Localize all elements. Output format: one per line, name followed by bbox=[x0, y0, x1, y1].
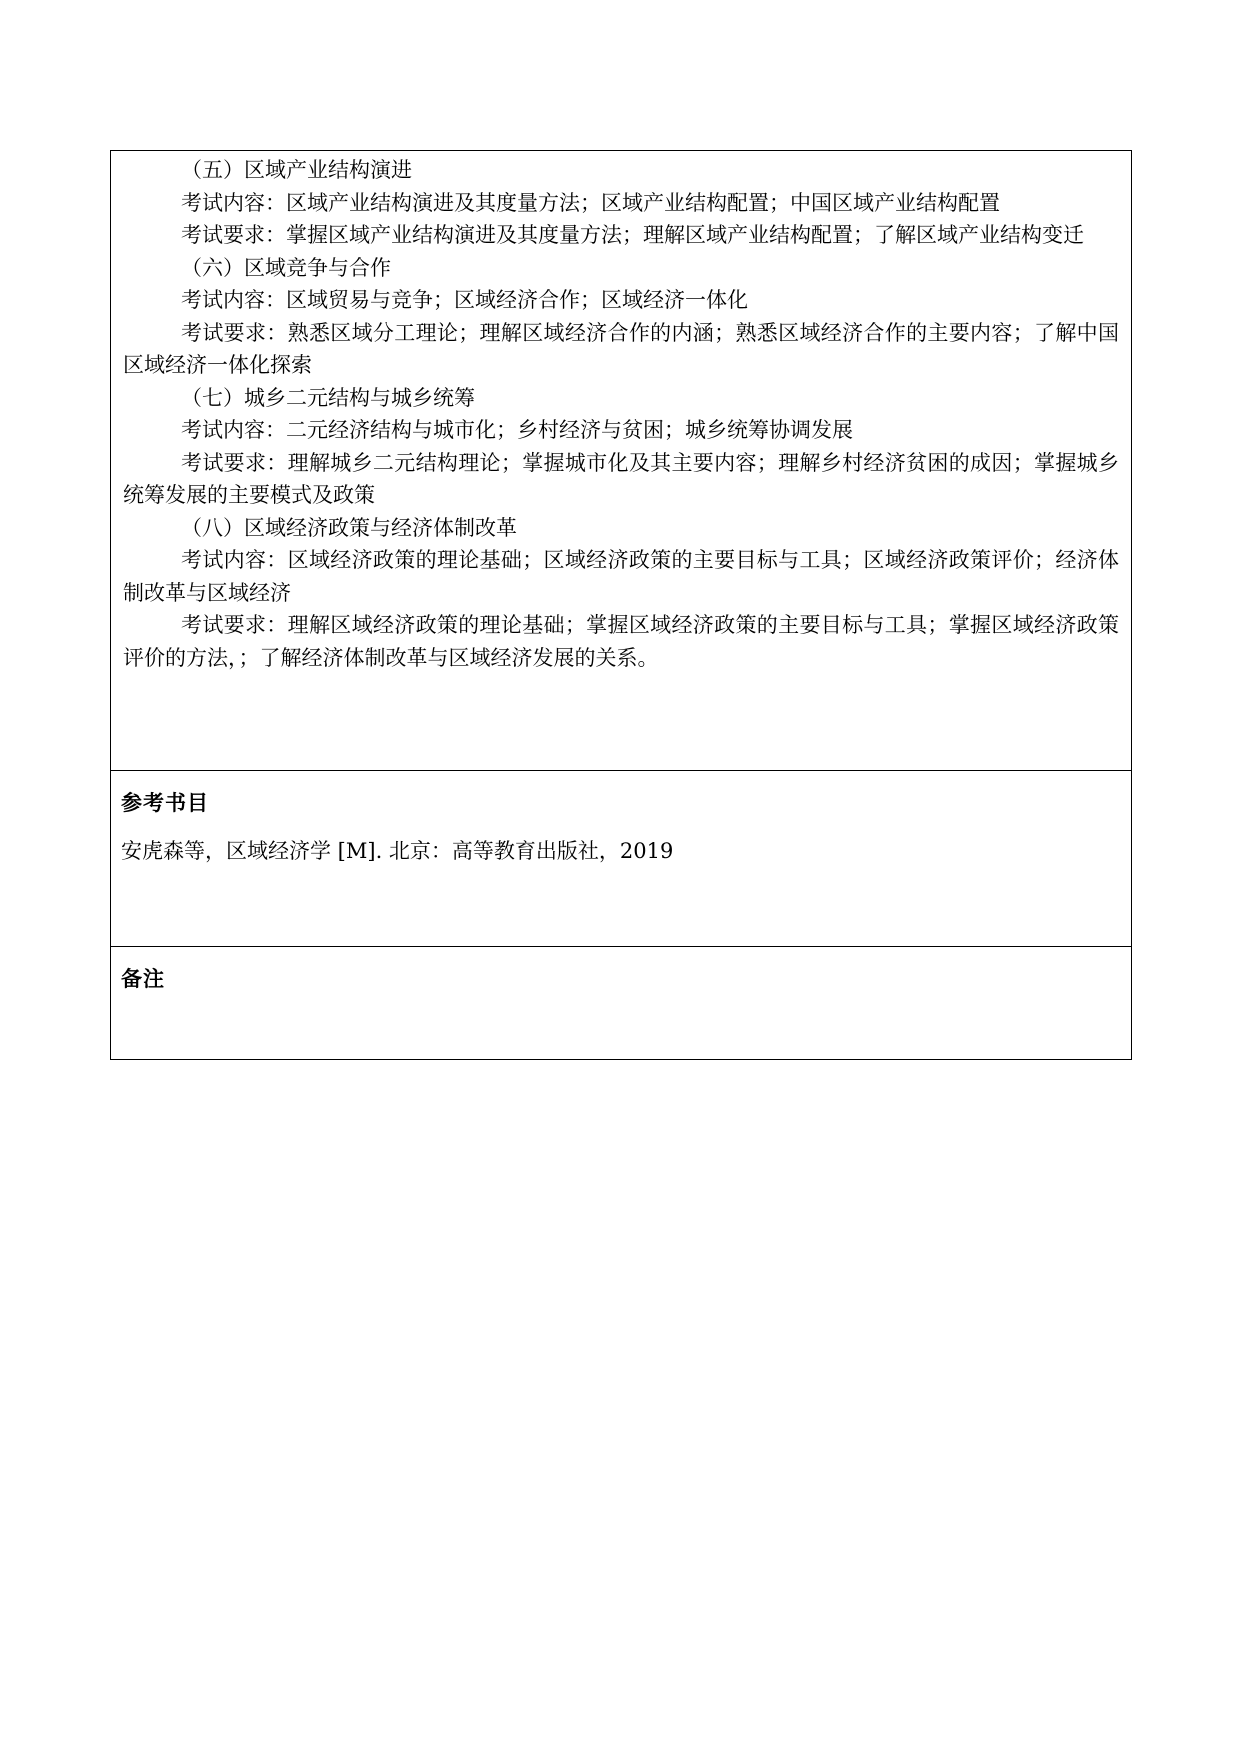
references-cell bbox=[111, 771, 1131, 947]
exam-requirement: 考试要求：理解城乡二元结构理论；掌握城市化及其主要内容；理解乡村经济贫困的成因；掌握城乡统筹发展的主要模式及政策 bbox=[123, 450, 1119, 507]
section-heading: （八）区域经济政策与经济体制改革 bbox=[181, 515, 517, 540]
syllabus-content-cell bbox=[111, 151, 1131, 771]
exam-content: 考试内容：二元经济结构与城市化；乡村经济与贫困；城乡统筹协调发展 bbox=[181, 418, 853, 442]
exam-requirement: 考试要求：掌握区域产业结构演进及其度量方法；理解区域产业结构配置；了解区域产业结构变迁 bbox=[181, 223, 1084, 247]
references-label: 参考书目 bbox=[121, 790, 209, 815]
exam-requirement: 考试要求：理解区域经济政策的理论基础；掌握区域经济政策的主要目标与工具；掌握区域经济政策评价的方法，；了解经济体制改革与区域经济发展的关系。 bbox=[123, 613, 1119, 670]
syllabus-table bbox=[110, 150, 1132, 1060]
reference-book: 安虎森等，区域经济学 [M]. 北京：高等教育出版社，2019 bbox=[121, 839, 674, 863]
notes-label: 备注 bbox=[121, 966, 165, 991]
section-heading: （六）区域竞争与合作 bbox=[181, 255, 391, 280]
section-heading: （七）城乡二元结构与城乡统筹 bbox=[181, 385, 475, 410]
section-heading: （五）区域产业结构演进 bbox=[181, 158, 412, 182]
exam-content: 考试内容：区域贸易与竞争；区域经济合作；区域经济一体化 bbox=[181, 288, 748, 312]
exam-content: 考试内容：区域产业结构演进及其度量方法；区域产业结构配置；中国区域产业结构配置 bbox=[181, 190, 1000, 215]
exam-content: 考试内容：区域经济政策的理论基础；区域经济政策的主要目标与工具；区域经济政策评价；经济体制改革与区域经济 bbox=[123, 548, 1119, 605]
notes-cell bbox=[111, 947, 1131, 1059]
exam-requirement: 考试要求：熟悉区域分工理论；理解区域经济合作的内涵；熟悉区域经济合作的主要内容；了解中国区域经济一体化探索 bbox=[123, 320, 1119, 377]
